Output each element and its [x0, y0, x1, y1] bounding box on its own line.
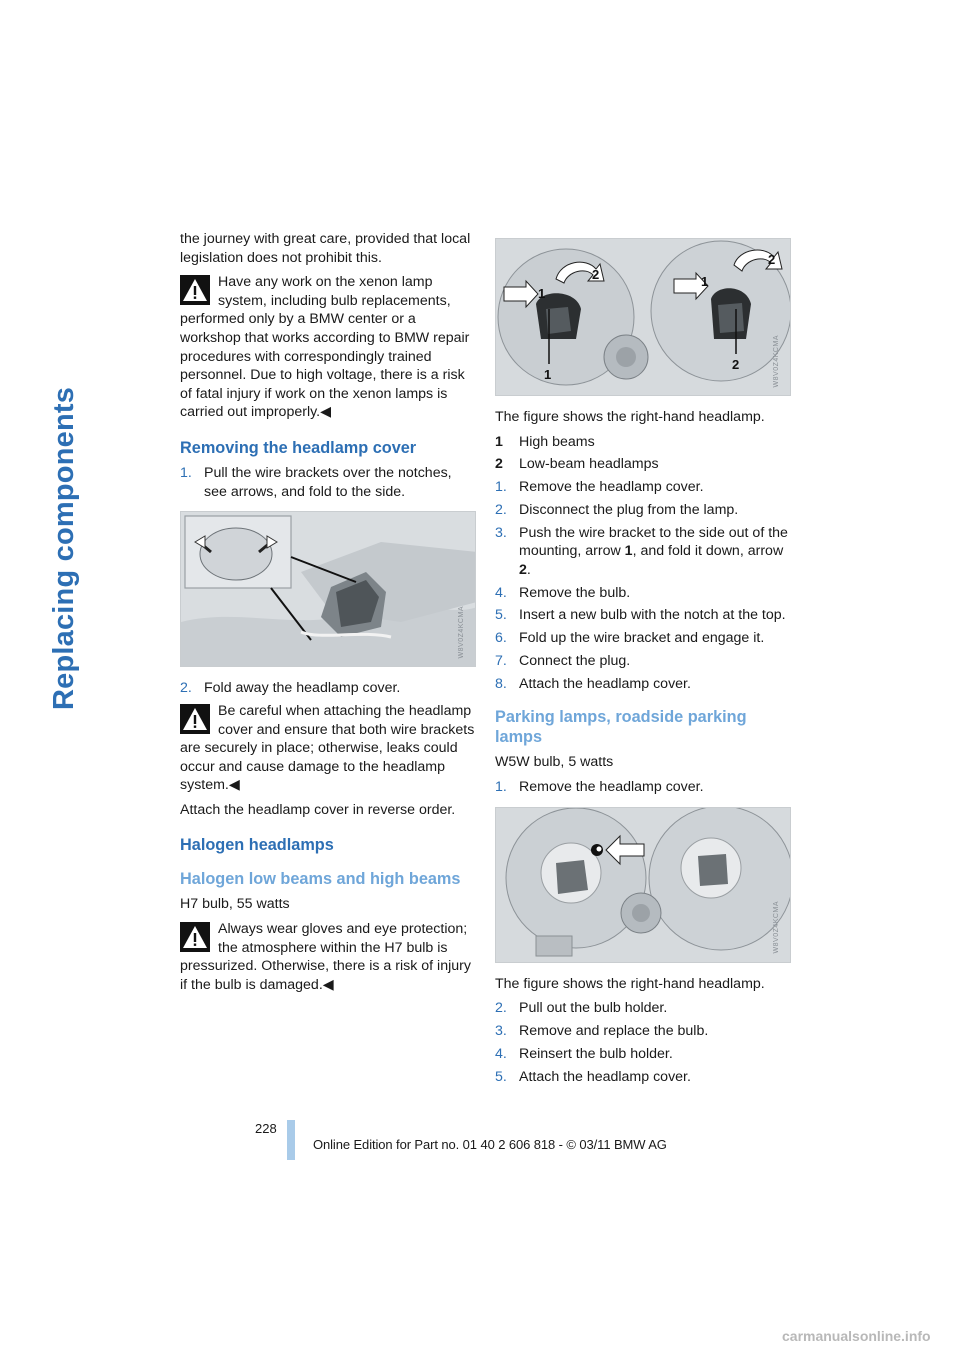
- parking-lamp-illustration: [496, 808, 791, 963]
- intro-paragraph: the journey with great care, provided that local legislation does not prohibit this.: [180, 231, 471, 266]
- list-item: [495, 629, 791, 648]
- figure-code: W8V0Z4KCMA: [773, 334, 781, 387]
- figure-headlamp-bulbs: [495, 238, 791, 396]
- figure-headlamp-cover: [180, 511, 476, 667]
- figure-legend: [495, 433, 791, 474]
- list-item: [495, 778, 791, 797]
- step-text: Remove the bulb.: [519, 584, 631, 601]
- step-number: 1.: [180, 464, 192, 481]
- step-number: 2.: [180, 680, 192, 697]
- heading-parking-lamps: Parking lamps, roadside parking lamps: [495, 708, 747, 747]
- list-item: [495, 478, 791, 497]
- step-text-part: , and fold it down, arrow: [632, 543, 784, 560]
- step-number: 4.: [495, 1045, 507, 1062]
- heading-halogen-headlamps: Halogen headlamps: [180, 836, 334, 855]
- list-item: [495, 501, 791, 520]
- step-text: Insert a new bulb with the notch at the top.: [519, 607, 786, 624]
- step-number: 3.: [495, 524, 507, 541]
- step-number: 6.: [495, 630, 507, 647]
- step-text: Fold up the wire bracket and engage it.: [519, 630, 765, 647]
- fig-label-2c: 2: [732, 357, 740, 372]
- arrow-number: 1: [624, 543, 633, 560]
- headlamp-cover-illustration: [181, 512, 476, 667]
- step-text: Remove the headlamp cover.: [519, 779, 704, 795]
- step-number: 7.: [495, 653, 507, 670]
- fig-label-1b: 1: [544, 367, 552, 382]
- step-text-part: Push the wire bracket to the side out of the mounting, arrow: [519, 524, 788, 560]
- fig-label-2b: 2: [768, 252, 776, 267]
- step-text: Pull out the bulb holder.: [519, 1000, 668, 1017]
- figure-code: W8V0Z4KCMA: [773, 901, 781, 954]
- step-text: Attach the headlamp cover.: [519, 1068, 691, 1085]
- list-item: [495, 999, 791, 1018]
- fig-label-1c: 1: [701, 274, 709, 289]
- list-item: [180, 464, 476, 501]
- step-number: 2.: [495, 1000, 507, 1017]
- list-item: [495, 524, 791, 580]
- figure-code: W8V0Z4KCMA: [458, 605, 466, 659]
- step-text: Pull the wire brackets over the notches, see arrows, and fold to the side.: [204, 464, 452, 500]
- section-side-title: [42, 230, 82, 710]
- figure-parking-lamp: [495, 807, 791, 963]
- step-number: 1.: [495, 779, 507, 795]
- warning-xenon: [180, 273, 476, 422]
- list-item: [495, 1068, 791, 1087]
- warning-triangle-icon: [180, 275, 210, 305]
- watermark: carmanualsonline.info: [782, 1328, 931, 1344]
- figure-caption: The figure shows the right-hand headlamp.: [495, 975, 765, 992]
- list-item: [495, 1022, 791, 1041]
- remove-cover-steps: [180, 464, 476, 501]
- legend-item: [495, 455, 791, 474]
- step-text: Fold away the headlamp cover.: [204, 680, 401, 697]
- attach-paragraph: Attach the headlamp cover in reverse order.: [180, 801, 456, 818]
- step-number: 4.: [495, 584, 507, 601]
- step-text: Connect the plug.: [519, 653, 631, 670]
- headlamp-bulbs-illustration: [496, 239, 791, 396]
- legend-text: High beams: [519, 433, 595, 450]
- list-item: [495, 675, 791, 694]
- step-number: 5.: [495, 1068, 507, 1085]
- parking-steps-start: [495, 778, 791, 797]
- list-item: [495, 1045, 791, 1064]
- warning-h7: [180, 920, 476, 994]
- left-column: [180, 230, 476, 1000]
- heading-removing-cover: Removing the headlamp cover: [180, 438, 417, 457]
- warning-cover-text: Be careful when attaching the headlamp cover and ensure that both wire brackets are securely in place; otherwise, leaks could occur and cause damage to the headlamp system.◀: [180, 702, 475, 794]
- footer-accent-bar: [287, 1120, 295, 1160]
- fig-label-1a: 1: [538, 286, 546, 301]
- list-item: [495, 584, 791, 603]
- step-number: 5.: [495, 607, 507, 624]
- list-item: [495, 652, 791, 671]
- warning-xenon-text: Have any work on the xenon lamp system, including bulb replacements, performed only by a BMW center or a workshop that works according to BMW repair procedures with correspondingly trained personnel. Due to high voltage, there is a risk of fatal injury if work on the xenon lamps is carried out improperly.◀: [180, 274, 470, 421]
- step-text: Attach the headlamp cover.: [519, 675, 691, 692]
- halogen-steps: [495, 478, 791, 693]
- legend-text: Low-beam headlamps: [519, 456, 659, 473]
- heading-halogen-beams: Halogen low beams and high beams: [180, 870, 461, 889]
- arrow-number: 2: [519, 561, 527, 578]
- step-text: Remove the headlamp cover.: [519, 479, 704, 496]
- edition-notice: Online Edition for Part no. 01 40 2 606 818 - © 03/11 BMW AG: [313, 1137, 667, 1152]
- step-number: 1.: [495, 479, 507, 496]
- step-number: 8.: [495, 675, 507, 692]
- fig-label-2a: 2: [592, 267, 600, 282]
- step-number: 2.: [495, 501, 507, 518]
- step-text: Reinsert the bulb holder.: [519, 1045, 673, 1062]
- step-number: 3.: [495, 1022, 507, 1039]
- warning-triangle-icon: [180, 704, 210, 734]
- parking-steps: [495, 999, 791, 1086]
- step-text: Remove and replace the bulb.: [519, 1022, 709, 1039]
- bulb-spec-w5w: W5W bulb, 5 watts: [495, 754, 614, 771]
- warning-h7-text: Always wear gloves and eye protection; the atmosphere within the H7 bulb is pressurized. Otherwise, there is a risk of injury if the bulb is damaged.◀: [180, 921, 471, 993]
- legend-item: [495, 433, 791, 452]
- list-item: [180, 679, 476, 698]
- remove-cover-steps-cont: [180, 679, 476, 698]
- warning-triangle-icon: [180, 922, 210, 952]
- list-item: [495, 606, 791, 625]
- step-text: Disconnect the plug from the lamp.: [519, 501, 739, 518]
- bulb-spec-h7: H7 bulb, 55 watts: [180, 896, 290, 913]
- step-text-part: .: [526, 561, 531, 578]
- right-column: [495, 230, 791, 1090]
- figure-caption: The figure shows the right-hand headlamp.: [495, 409, 765, 425]
- legend-number: 1: [495, 433, 503, 450]
- step-text: [519, 525, 788, 578]
- side-title-text: Replacing components: [48, 386, 80, 710]
- legend-number: 2: [495, 456, 503, 473]
- warning-cover: [180, 702, 476, 795]
- page-number: 228: [255, 1121, 277, 1136]
